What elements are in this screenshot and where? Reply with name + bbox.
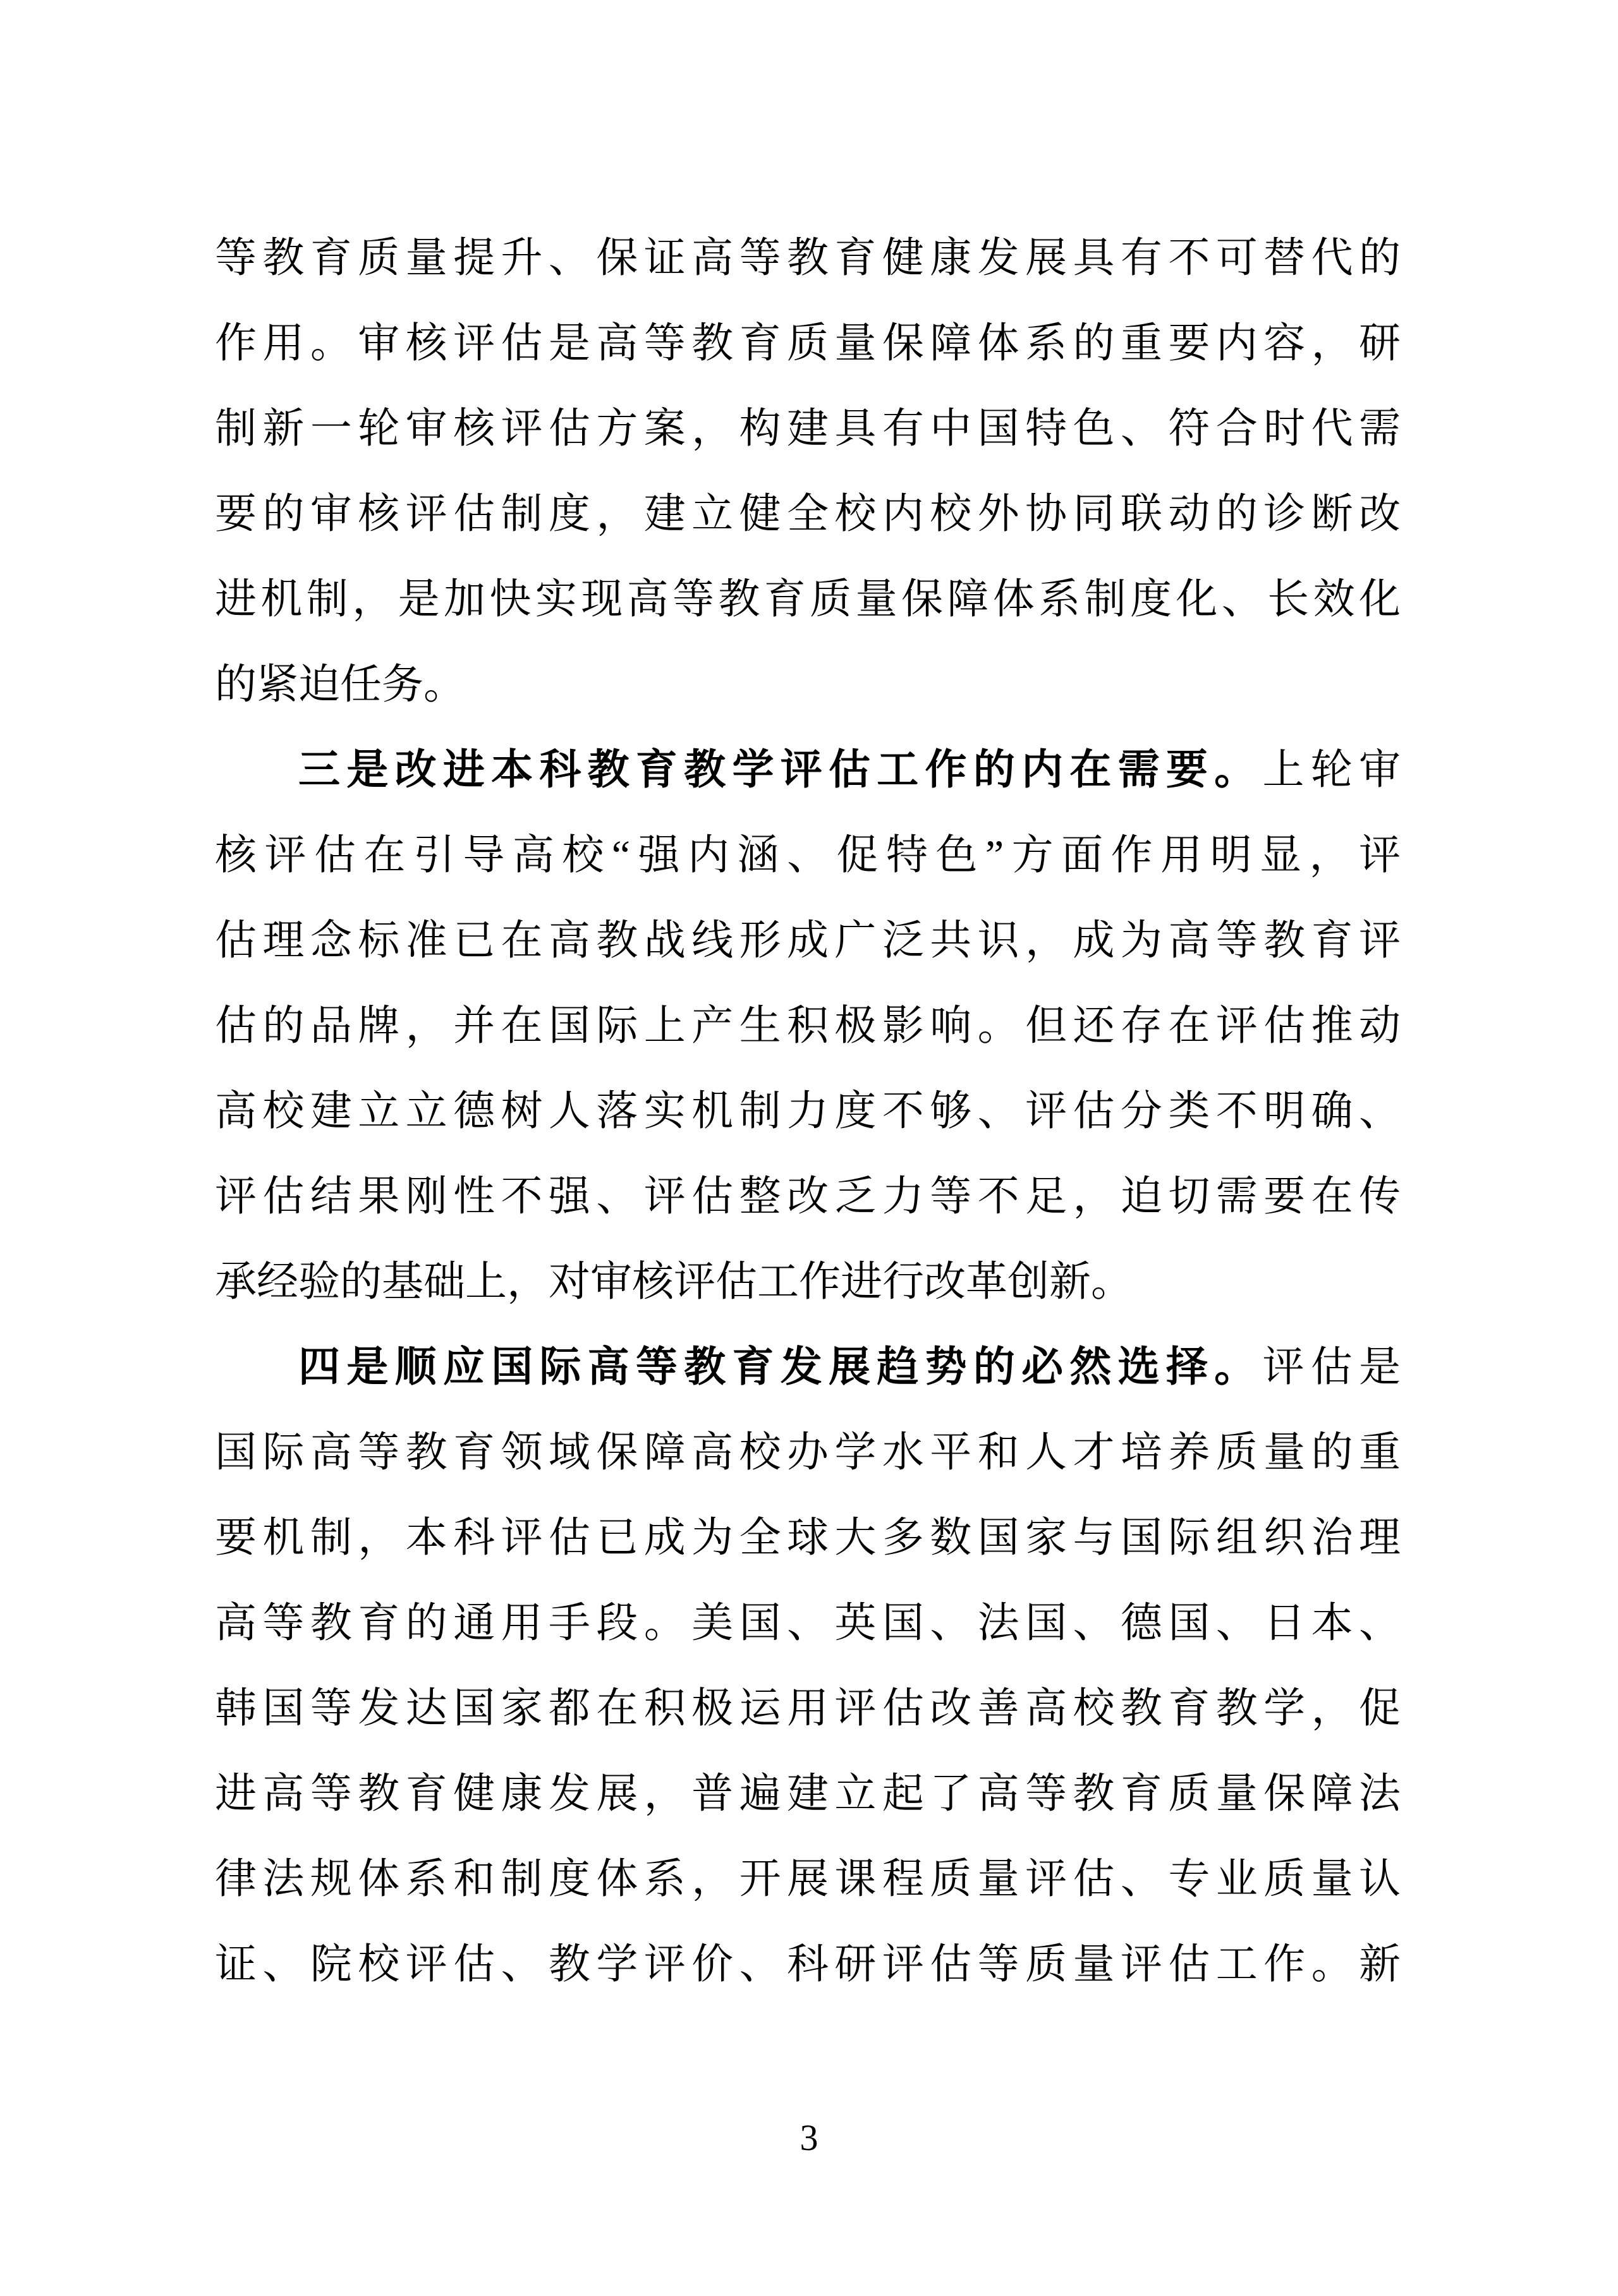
text-run: 高等教育的通用手段。美国、英国、法国、德国、日本、: [215, 1600, 1401, 1646]
heading-bold-run: 四是顺应国际高等教育发展趋势的必然选择。: [298, 1344, 1263, 1390]
text-run: 进高等教育健康发展，普遍建立起了高等教育质量保障法: [215, 1771, 1401, 1817]
text-run: 韩国等发达国家都在积极运用评估改善高校教育教学，促: [215, 1686, 1401, 1732]
text-run: 国际高等教育领域保障高校办学水平和人才培养质量的重: [215, 1430, 1401, 1476]
text-run: 制新一轮审核评估方案，构建具有中国特色、符合时代需: [215, 406, 1401, 452]
text-line-paragraph-end: [215, 1239, 1401, 1325]
text-line: [215, 557, 1401, 642]
text-line: [215, 386, 1401, 471]
text-line: [215, 1154, 1401, 1239]
text-run: 核评估在引导高校“强内涵、促特色”方面作用明显，评: [215, 832, 1401, 878]
text-line: [215, 983, 1401, 1069]
text-line: [215, 301, 1401, 386]
text-run: 的紧迫任务。: [215, 662, 465, 708]
text-line: [215, 471, 1401, 557]
text-run: 律法规体系和制度体系，开展课程质量评估、专业质量认: [215, 1856, 1401, 1902]
text-run: 估理念标准已在高教战线形成广泛共识，成为高等教育评: [215, 918, 1401, 964]
text-run: 等教育质量提升、保证高等教育健康发展具有不可替代的: [215, 235, 1401, 281]
text-line: [215, 1751, 1401, 1837]
text-line: [215, 1666, 1401, 1751]
heading-bold-run: 三是改进本科教育教学评估工作的内在需要。: [298, 747, 1263, 793]
page-number: 3: [800, 2117, 818, 2158]
text-run: 估的品牌，并在国际上产生积极影响。但还存在评估推动: [215, 1003, 1401, 1049]
text-run: 高校建立立德树人落实机制力度不够、评估分类不明确、: [215, 1088, 1401, 1134]
text-line-paragraph-end: [215, 642, 1401, 727]
text-line: [215, 898, 1401, 983]
text-line: [215, 1581, 1401, 1666]
text-run: 要的审核评估制度，建立健全校内校外协同联动的诊断改: [215, 491, 1401, 537]
text-line-heading: [215, 1325, 1401, 1410]
text-run: 进机制，是加快实现高等教育质量保障体系制度化、长效化: [215, 576, 1401, 623]
document-body: [215, 216, 1401, 2007]
text-run: 要机制，本科评估已成为全球大多数国家与国际组织治理: [215, 1515, 1401, 1561]
text-run: 评估结果刚性不强、评估整改乏力等不足，迫切需要在传: [215, 1174, 1401, 1220]
text-line: [215, 1495, 1401, 1581]
text-line: [215, 1069, 1401, 1154]
text-line: [215, 216, 1401, 301]
text-run: 上轮审: [1262, 747, 1401, 793]
text-line-heading: [215, 727, 1401, 813]
text-run: 证、院校评估、教学评价、科研评估等质量评估工作。新: [215, 1941, 1401, 1988]
text-run: 承经验的基础上，对审核评估工作进行改革创新。: [215, 1259, 1133, 1305]
text-line: [215, 1922, 1401, 2007]
text-line: [215, 813, 1401, 898]
text-line: [215, 1410, 1401, 1495]
text-run: 评估是: [1262, 1344, 1401, 1390]
text-line: [215, 1837, 1401, 1922]
text-run: 作用。审核评估是高等教育质量保障体系的重要内容，研: [215, 320, 1401, 367]
